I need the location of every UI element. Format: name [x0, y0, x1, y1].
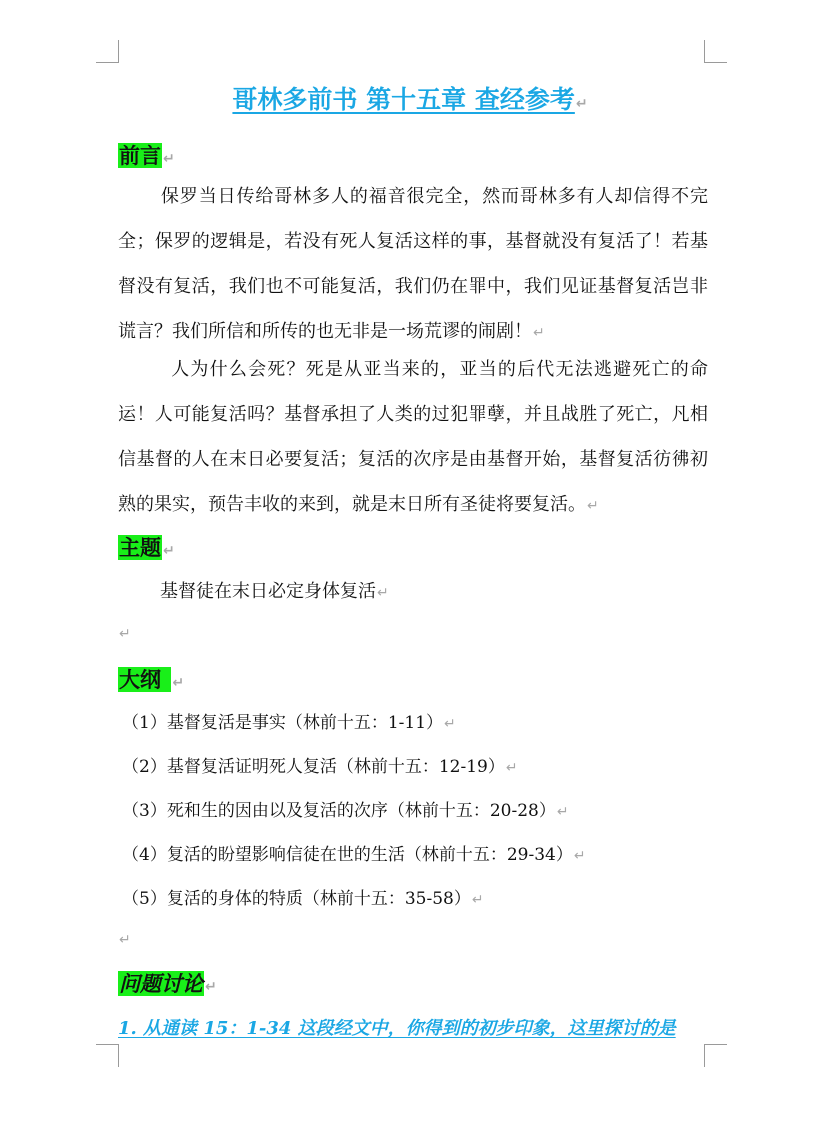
- outline-heading-text: 大纲: [119, 667, 161, 692]
- discussion-heading-text: 问题讨论: [119, 971, 203, 996]
- paragraph-mark-icon: ↵: [119, 626, 131, 642]
- paragraph-mark-icon: ↵: [587, 498, 599, 514]
- preface-heading-text: 前言: [119, 143, 161, 168]
- discussion-heading: [118, 968, 217, 998]
- paragraph-mark-icon: ↵: [505, 760, 518, 776]
- outline-item-text: （1）基督复活是事实（林前十五：1-11）: [122, 713, 444, 733]
- paragraph-mark-icon: ↵: [556, 804, 569, 820]
- outline-item-text: （5）复活的身体的特质（林前十五：35-58）: [122, 889, 471, 909]
- outline-item: [122, 884, 484, 909]
- preface-heading: [118, 140, 175, 170]
- theme-text: [160, 577, 389, 603]
- outline-item: [122, 840, 586, 865]
- page-corner-mark-bottom-right: [704, 1044, 727, 1067]
- paragraph-mark-icon: ↵: [163, 543, 175, 559]
- outline-heading: [118, 664, 184, 694]
- page-corner-mark-bottom-left: [96, 1044, 119, 1067]
- paragraph-mark-icon: ↵: [119, 932, 131, 948]
- empty-paragraph: [118, 622, 131, 643]
- outline-item: [122, 708, 456, 733]
- outline-item-text: （3）死和生的因由以及复活的次序（林前十五：20-28）: [122, 801, 556, 821]
- theme-heading-text: 主题: [119, 535, 161, 560]
- paragraph-mark-icon: ↵: [163, 151, 175, 167]
- paragraph-mark-icon: ↵: [471, 892, 484, 908]
- preface-paragraph-1: [118, 174, 708, 356]
- preface-paragraph-2: [118, 347, 708, 529]
- paragraph-mark-icon: ↵: [205, 979, 217, 995]
- paragraph-mark-icon: ↵: [573, 848, 586, 864]
- discussion-question-1: [118, 1014, 676, 1040]
- preface-paragraph-2-text: 人为什么会死？死是从亚当来的，亚当的后代无法逃避死亡的命运！人可能复活吗？基督承担了人类的过犯罪孽，并且战胜了死亡，凡相信基督的人在末日必要复活；复活的次序是由基督开始，基督复活彷彿初熟的果实，预告丰收的来到，就是末日所有圣徒将要复活。: [118, 359, 708, 515]
- theme-text-content: 基督徒在末日必定身体复活: [160, 581, 376, 602]
- paragraph-mark-icon: ↵: [575, 96, 588, 112]
- document-title-text: 哥林多前书 第十五章 查经参考: [232, 85, 575, 114]
- page-corner-mark-top-right: [704, 40, 727, 63]
- empty-paragraph: [118, 928, 131, 949]
- discussion-question-1-text: 1. 从通读 15：1-34 这段经文中，你得到的初步印象，这里探讨的是: [118, 1018, 676, 1039]
- outline-item-text: （4）复活的盼望影响信徒在世的生活（林前十五：29-34）: [122, 845, 573, 865]
- page-corner-mark-top-left: [96, 40, 119, 63]
- preface-paragraph-1-text: 保罗当日传给哥林多人的福音很完全，然而哥林多有人却信得不完全；保罗的逻辑是，若没有死人复活这样的事，基督就没有复活了！若基督没有复活，我们也不可能复活，我们仍在罪中，我们见证基督复活岂非谎言？我们所信和所传的也无非是一场荒谬的闹剧！: [118, 186, 708, 342]
- document-title: [0, 80, 820, 116]
- theme-heading: [118, 532, 175, 562]
- paragraph-mark-icon: ↵: [444, 716, 456, 732]
- outline-item-text: （2）基督复活证明死人复活（林前十五：12-19）: [122, 757, 505, 777]
- outline-item: [122, 752, 518, 777]
- paragraph-mark-icon: ↵: [172, 675, 185, 691]
- outline-item: [122, 796, 569, 821]
- paragraph-mark-icon: ↵: [377, 585, 389, 601]
- paragraph-mark-icon: ↵: [533, 325, 545, 341]
